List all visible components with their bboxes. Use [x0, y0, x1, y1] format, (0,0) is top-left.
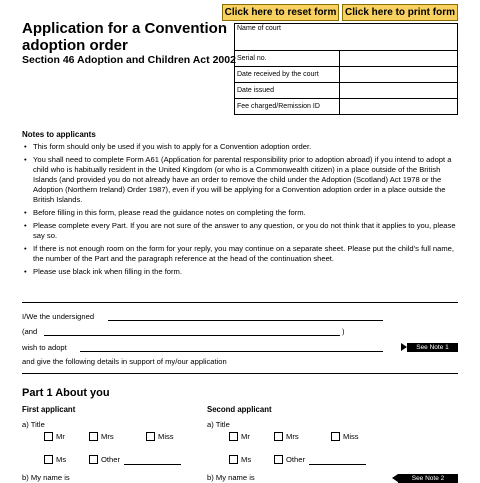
- second-title-label: a) Title: [207, 420, 230, 429]
- second-name-label: b) My name is: [207, 473, 255, 482]
- date-received-field[interactable]: [340, 67, 458, 83]
- name-of-court-label: Name of court: [237, 25, 281, 32]
- first-applicant-heading: First applicant: [22, 405, 76, 414]
- serial-no-label: Serial no.: [235, 51, 340, 67]
- fee-charged-field[interactable]: [340, 99, 458, 115]
- first-mr-label: Mr: [56, 432, 65, 441]
- second-mrs-checkbox[interactable]: [274, 432, 283, 441]
- date-issued-field[interactable]: [340, 83, 458, 99]
- see-note-2-badge: See Note 2: [398, 474, 458, 483]
- first-miss-label: Miss: [158, 432, 174, 441]
- wish-to-adopt-label: wish to adopt: [22, 343, 67, 352]
- first-ms-label: Ms: [56, 455, 67, 464]
- first-mrs-label: Mrs: [101, 432, 114, 441]
- section-divider: [22, 302, 458, 303]
- reset-form-button[interactable]: Click here to reset form: [222, 4, 339, 21]
- second-mr-checkbox[interactable]: [229, 432, 238, 441]
- note-item: • You shall need to complete Form A61 (Application for parental responsibility prior to adoption abroad) if you intend to adopt a child who is habitually resident in the United Kingdom (or who is a Commonwealth citizen) in a place outside of the British Islands (and provided you do not already have an order to remove the child under the Adoption (Scotland) Act 1978 or the Adoption (Northern Ireland) Order 1987), even if you will be applying for a Convention adoption order in a place outside the British Islands.: [24, 155, 460, 205]
- notes-list: [24, 142, 460, 280]
- undersigned-input-line[interactable]: [108, 320, 383, 321]
- name-of-court-field[interactable]: [235, 24, 458, 51]
- serial-no-field[interactable]: [340, 51, 458, 67]
- and-close-paren: ): [342, 327, 345, 336]
- and-label: (and: [22, 327, 38, 336]
- first-name-label: b) My name is: [22, 473, 70, 482]
- second-applicant-heading: Second applicant: [207, 405, 272, 414]
- first-mr-checkbox[interactable]: [44, 432, 53, 441]
- notes-heading: Notes to applicants: [22, 130, 96, 139]
- second-miss-checkbox[interactable]: [331, 432, 340, 441]
- first-miss-checkbox[interactable]: [146, 432, 155, 441]
- court-use-box: [234, 23, 458, 115]
- second-applicant-input-line[interactable]: [44, 335, 340, 336]
- date-received-label: Date received by the court: [235, 67, 340, 83]
- first-ms-checkbox[interactable]: [44, 455, 53, 464]
- second-ms-label: Ms: [241, 455, 252, 464]
- note-item: • Please complete every Part. If you are not sure of the answer to any question, or you do not think that it applies to you, please say so.: [24, 221, 460, 241]
- part-1-title: Part 1 About you: [22, 387, 110, 399]
- print-form-button[interactable]: Click here to print form: [342, 4, 458, 21]
- fee-charged-label: Fee charged/Remission ID: [235, 99, 340, 115]
- second-mrs-label: Mrs: [286, 432, 299, 441]
- see-note-1-badge: See Note 1: [407, 343, 458, 352]
- second-other-checkbox[interactable]: [274, 455, 283, 464]
- child-name-input-line[interactable]: [80, 351, 383, 352]
- undersigned-label: I/We the undersigned: [22, 312, 95, 321]
- first-other-label: Other: [101, 455, 120, 464]
- second-ms-checkbox[interactable]: [229, 455, 238, 464]
- first-title-label: a) Title: [22, 420, 45, 429]
- form-subtitle: Section 46 Adoption and Children Act 2002: [22, 54, 236, 66]
- second-other-label: Other: [286, 455, 305, 464]
- section-divider: [22, 373, 458, 374]
- second-miss-label: Miss: [343, 432, 359, 441]
- second-other-input-line[interactable]: [309, 464, 366, 465]
- form-title: Application for a Convention adoption order: [22, 20, 227, 54]
- first-other-checkbox[interactable]: [89, 455, 98, 464]
- note-item: • Before filling in this form, please read the guidance notes on completing the form.: [24, 208, 460, 218]
- give-details-label: and give the following details in support of my/our application: [22, 357, 227, 366]
- note-item: • This form should only be used if you wish to apply for a Convention adoption order.: [24, 142, 460, 152]
- date-issued-label: Date issued: [235, 83, 340, 99]
- first-mrs-checkbox[interactable]: [89, 432, 98, 441]
- note-item: • Please use black ink when filling in the form.: [24, 267, 460, 277]
- second-mr-label: Mr: [241, 432, 250, 441]
- note-item: • If there is not enough room on the form for your reply, you may continue on a separate sheet. Please put the child’s full name, the number of the Part and the paragraph reference at the head of the continuation sheet.: [24, 244, 460, 264]
- first-other-input-line[interactable]: [124, 464, 181, 465]
